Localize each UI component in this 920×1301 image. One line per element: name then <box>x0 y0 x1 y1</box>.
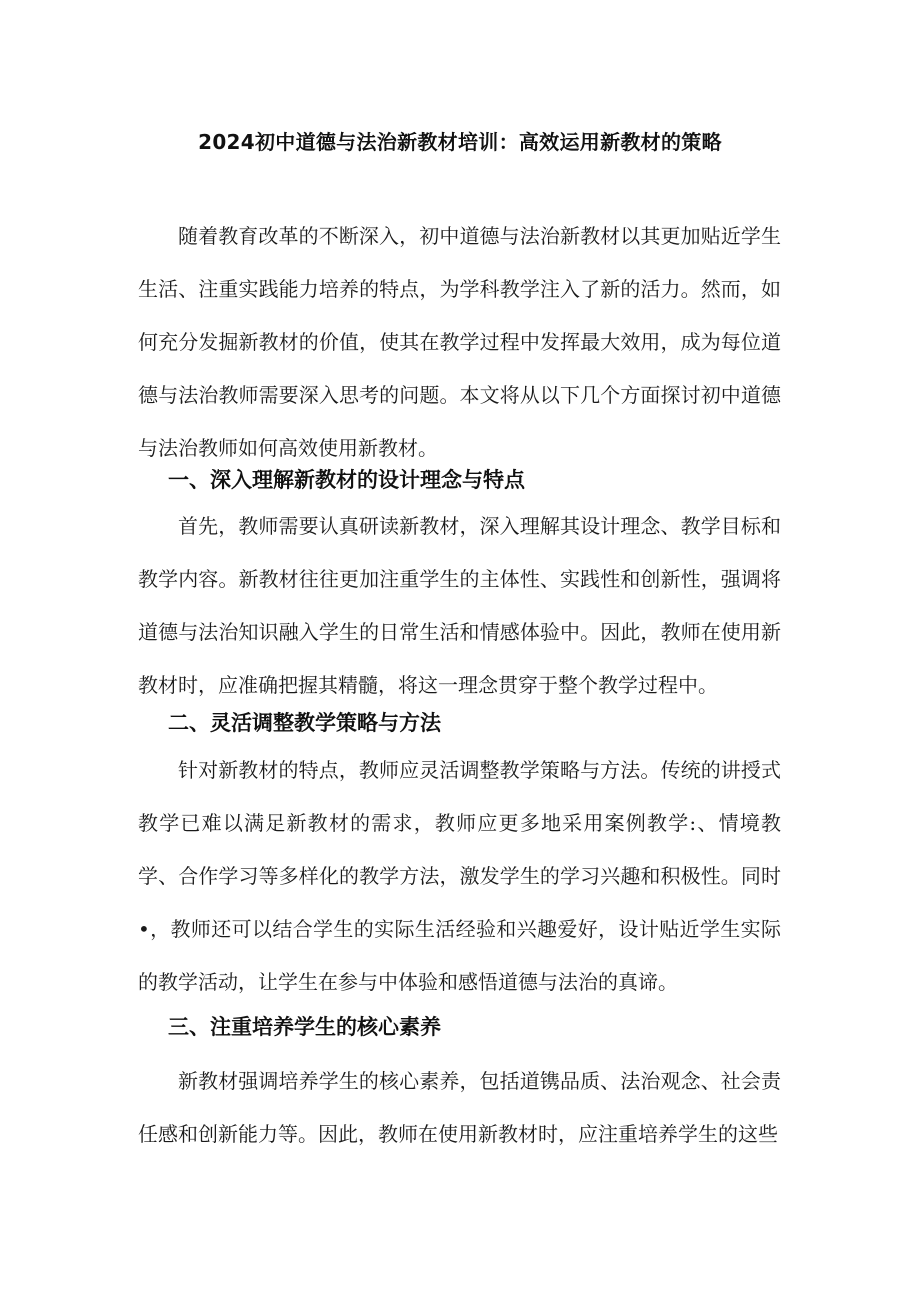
section-2-heading: 二、灵活调整教学策略与方法 <box>168 711 441 735</box>
section-2-paragraph: 针对新教材的特点，教师应灵活调整教学策略与方法。传统的讲授式教学已难以满足新教材的需求，教师应更多地采用案例教学:、情境教学、合作学习等多样化的教学方法，激发学生的学习兴趣和积极性。同时•，教师还可以结合学生的实际生活经验和兴趣爱好，设计贴近学生实际的教学活动，让学生在参与中体验和感悟道德与法治的真谛。 <box>138 758 781 994</box>
document-title: 2024初中道德与法治新教材培训：高效运用新教材的策略 <box>198 130 722 154</box>
section-3-heading: 三、注重培养学生的核心素养 <box>168 1015 441 1039</box>
section-1-heading: 一、深入理解新教材的设计理念与特点 <box>168 468 525 492</box>
section-1-paragraph: 首先，教师需要认真研读新教材，深入理解其设计理念、教学目标和教学内容。新教材往往更加注重学生的主体性、实践性和创新性，强调将道德与法治知识融入学生的日常生活和情感体验中。因此，教师在使用新教材时，应准确把握其精髓，将这一理念贯穿于整个教学过程中。 <box>138 514 781 697</box>
section-3-paragraph: 新教材强调培养学生的核心素养，包括道镌品质、法治观念、社会责任感和创新能力等。因此，教师在使用新教材时，应注重培养学生的这些 <box>138 1069 781 1146</box>
intro-paragraph: 随着教育改革的不断深入，初中道德与法治新教材以其更加贴近学生生活、注重实践能力培养的特点，为学科教学注入了新的活力。然而，如何充分发掘新教材的价值，使其在教学过程中发挥最大效用，成为每位道德与法治教师需要深入思考的问题。本文将从以下几个方面探讨初中道德与法治教师如何高效使用新教材。 <box>138 224 781 460</box>
